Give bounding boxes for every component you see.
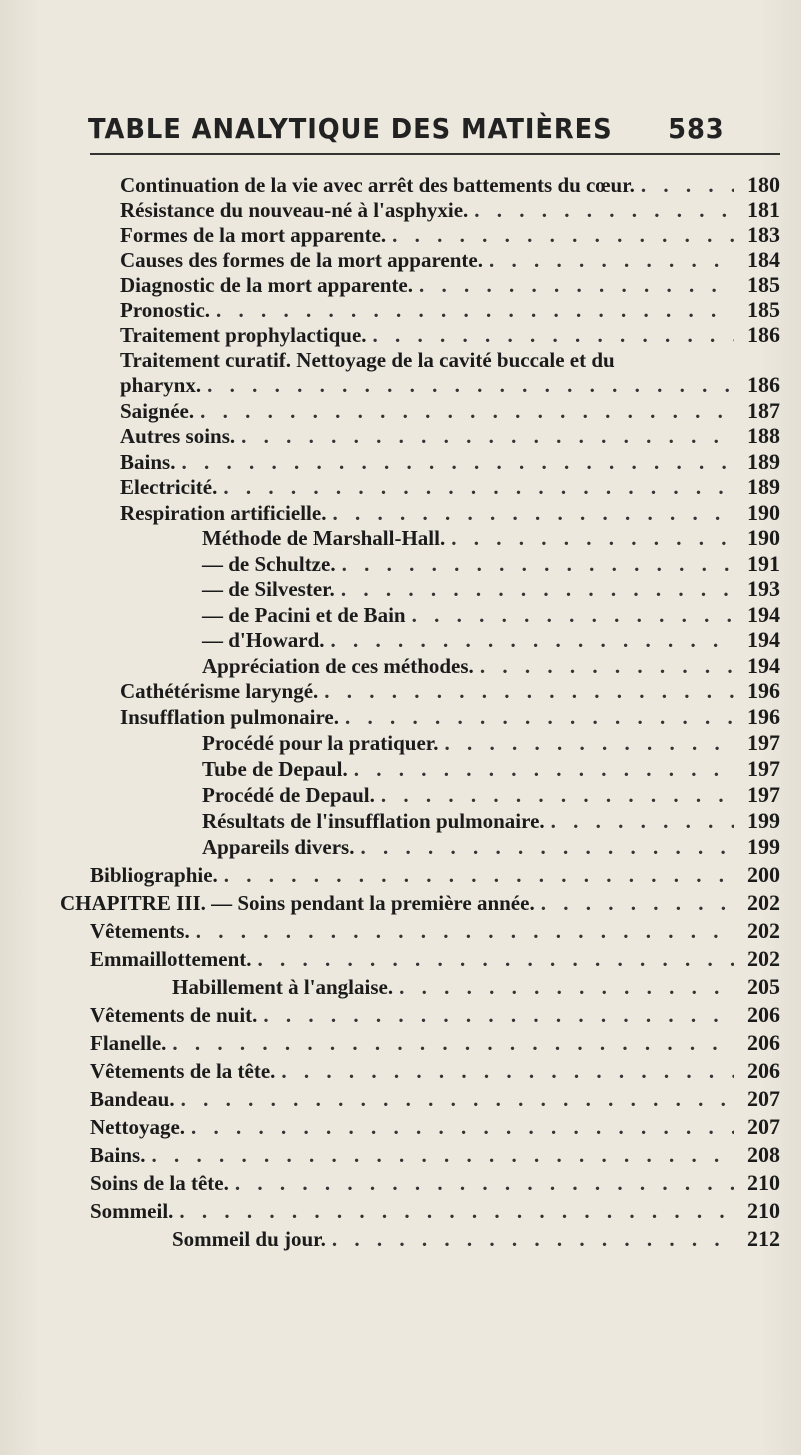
toc-entry-page: 186 — [747, 322, 780, 347]
leader-dots — [216, 297, 734, 323]
toc-entry-title: Vêtements de nuit. — [90, 1003, 258, 1027]
leader-dots — [281, 1058, 734, 1084]
toc-entry-page: 196 — [747, 678, 780, 703]
leader-dots — [444, 730, 734, 756]
leader-dots — [235, 1170, 734, 1196]
toc-entry — [90, 1114, 780, 1140]
toc-entry-page: 196 — [747, 704, 780, 729]
toc-entry — [120, 297, 780, 323]
toc-entry-title: Bandeau. — [90, 1087, 175, 1111]
toc-entry-title: Appareils divers. — [202, 835, 355, 859]
toc-entry-page: 190 — [747, 525, 780, 550]
toc-entry-title: Formes de la mort apparente. — [120, 223, 387, 247]
toc-entry — [120, 372, 780, 398]
toc-entry-page: 206 — [747, 1058, 780, 1083]
leader-dots — [381, 782, 734, 808]
toc-entry — [120, 322, 780, 348]
leader-dots — [345, 704, 734, 730]
toc-entry-title: Diagnostic de la mort apparente. — [120, 273, 414, 297]
toc-entry — [172, 1226, 780, 1252]
toc-entry-page: 208 — [747, 1142, 780, 1167]
leader-dots — [480, 653, 734, 679]
leader-dots — [354, 756, 734, 782]
toc-entry — [90, 946, 780, 972]
toc-entry-page: 197 — [747, 730, 780, 755]
toc-entry-page: 191 — [747, 551, 780, 576]
toc-entry-title: — d'Howard. — [202, 628, 325, 652]
toc-entry-title: Traitement prophylactique. — [120, 323, 367, 347]
toc-entry-title: — de Pacini et de Bain — [202, 603, 406, 627]
leader-dots — [181, 449, 734, 475]
toc-entry-page: 189 — [747, 474, 780, 499]
toc-entry-page: 181 — [747, 197, 780, 222]
leader-dots — [474, 197, 734, 223]
toc-entry — [120, 678, 780, 704]
toc-entry — [202, 756, 780, 782]
toc-entry-title: Appréciation de ces méthodes. — [202, 654, 474, 678]
toc-entry-title: Habillement à l'anglaise. — [172, 975, 394, 999]
toc-entry — [120, 449, 780, 475]
leader-dots — [223, 474, 734, 500]
toc-entry-title: Causes des formes de la mort apparente. — [120, 248, 483, 272]
toc-entry-page: 207 — [747, 1086, 780, 1111]
toc-entry-page: 207 — [747, 1114, 780, 1139]
toc-entry — [90, 1142, 780, 1168]
leader-dots — [181, 1086, 734, 1112]
toc-entry-page: 184 — [747, 247, 780, 272]
toc-entry-title: Procédé de Depaul. — [202, 783, 375, 807]
toc-entry-page: 190 — [747, 500, 780, 525]
toc-entry-title: Vêtements. — [90, 919, 190, 943]
toc-entry — [120, 423, 780, 449]
toc-entry-page: 194 — [747, 627, 780, 652]
toc-entry — [90, 1198, 780, 1224]
toc-entry-title: Nettoyage. — [90, 1115, 186, 1139]
toc-entry-page: 183 — [747, 222, 780, 247]
leader-dots — [360, 834, 734, 860]
toc-entry-page: 206 — [747, 1030, 780, 1055]
leader-dots — [224, 862, 734, 888]
toc-entry — [202, 602, 780, 628]
leader-dots — [342, 551, 734, 577]
toc-entry-title: Procédé pour la pratiquer. — [202, 731, 439, 755]
toc-entry-title: Bibliographie. — [90, 863, 218, 887]
leader-dots — [191, 1114, 734, 1140]
toc-entry — [202, 782, 780, 808]
toc-entry-page: 210 — [747, 1198, 780, 1223]
toc-entry-title: pharynx. — [120, 373, 202, 397]
leader-dots — [200, 398, 734, 424]
toc-entry-title: Insufflation pulmonaire. — [120, 705, 339, 729]
toc-entry — [202, 730, 780, 756]
leader-dots — [196, 918, 734, 944]
toc-entry-page: 202 — [747, 918, 780, 943]
toc-entry-page: 212 — [747, 1226, 780, 1251]
toc-entry — [90, 1058, 780, 1084]
leader-dots — [331, 627, 734, 653]
toc-entry-page: 200 — [747, 862, 780, 887]
toc-entry-page: 205 — [747, 974, 780, 999]
leader-dots — [207, 372, 734, 398]
toc-entry — [120, 197, 780, 223]
leader-dots — [641, 172, 734, 198]
leader-dots — [241, 423, 734, 449]
leader-dots — [332, 500, 734, 526]
toc-entry-title: Autres soins. — [120, 424, 236, 448]
chapter-heading — [60, 890, 780, 916]
leader-dots — [451, 525, 734, 551]
toc-entry-page: 193 — [747, 576, 780, 601]
toc-entry-page: 199 — [747, 834, 780, 859]
toc-entry-title: — de Schultze. — [202, 552, 336, 576]
chapter-title: CHAPITRE III. — Soins pendant la première année. — [60, 891, 535, 915]
leader-dots — [419, 272, 734, 298]
toc-entry — [202, 627, 780, 653]
leader-dots — [541, 890, 734, 916]
toc-entry-page: 189 — [747, 449, 780, 474]
toc-entry — [90, 1170, 780, 1196]
toc-entry-title: Résistance du nouveau-né à l'asphyxie. — [120, 198, 469, 222]
leader-dots — [179, 1198, 734, 1224]
toc-entry-title: Méthode de Marshall-Hall. — [202, 526, 446, 550]
toc-entry-title: Tube de Depaul. — [202, 757, 348, 781]
toc-entry-title: Bains. — [90, 1143, 146, 1167]
toc-entry — [202, 551, 780, 577]
toc-entry-title: — de Silvester. — [202, 577, 335, 601]
toc-entry — [120, 500, 780, 526]
toc-entry — [202, 653, 780, 679]
toc-entry — [120, 704, 780, 730]
toc-entry — [120, 398, 780, 424]
leader-dots — [324, 678, 734, 704]
leader-dots — [373, 322, 734, 348]
toc-entry-title: Bains. — [120, 450, 176, 474]
toc-entry-page: 187 — [747, 398, 780, 423]
toc-entry-title: Continuation de la vie avec arrêt des battements du cœur. — [120, 173, 635, 197]
toc-entry-title: Electricité. — [120, 475, 218, 499]
toc-entry-title: Flanelle. — [90, 1031, 167, 1055]
toc-entry — [202, 834, 780, 860]
toc-entry-title: Sommeil. — [90, 1199, 174, 1223]
toc-entry — [172, 974, 780, 1000]
toc-entry-title: Vêtements de la tête. — [90, 1059, 276, 1083]
toc-entry-title: Résultats de l'insufflation pulmonaire. — [202, 809, 545, 833]
toc-entry-page: 188 — [747, 423, 780, 448]
leader-dots — [392, 222, 734, 248]
toc-entry-title: Cathétérisme laryngé. — [120, 679, 319, 703]
toc-entry-title: Soins de la tête. — [90, 1171, 229, 1195]
toc-entry — [90, 862, 780, 888]
toc-entry-page: 199 — [747, 808, 780, 833]
toc-entry — [202, 525, 780, 551]
leader-dots — [341, 576, 734, 602]
toc-entry — [90, 1002, 780, 1028]
leader-dots — [263, 1002, 734, 1028]
toc-entry-title: Respiration artificielle. — [120, 501, 327, 525]
toc-entry — [90, 918, 780, 944]
toc-entry-page: 185 — [747, 297, 780, 322]
leader-dots — [399, 974, 734, 1000]
page-title: TABLE ANALYTIQUE DES MATIÈRES — [88, 112, 613, 145]
toc-entry — [90, 1030, 780, 1056]
toc-entry-page: 186 — [747, 372, 780, 397]
toc-entry-page: 185 — [747, 272, 780, 297]
page-number: 583 — [668, 112, 725, 145]
toc-entry-page: 206 — [747, 1002, 780, 1027]
leader-dots — [151, 1142, 734, 1168]
toc-entry-page: 197 — [747, 782, 780, 807]
toc-entry-title: Sommeil du jour. — [172, 1227, 326, 1251]
toc-entry-title: Saignée. — [120, 399, 195, 423]
toc-entry-wrapped-line: Traitement curatif. Nettoyage de la cavité buccale et du — [120, 348, 615, 372]
toc-entry-page: 194 — [747, 602, 780, 627]
toc-entry-title: Emmaillottement. — [90, 947, 252, 971]
toc-entry-page: 194 — [747, 653, 780, 678]
toc-entry-page: 202 — [747, 946, 780, 971]
toc-entry — [90, 1086, 780, 1112]
leader-dots — [258, 946, 734, 972]
toc-entry — [120, 172, 780, 198]
leader-dots — [412, 602, 734, 628]
leader-dots — [489, 247, 734, 273]
toc-entry-page: 202 — [747, 890, 780, 915]
toc-entry-page: 210 — [747, 1170, 780, 1195]
toc-entry — [120, 222, 780, 248]
toc-entry — [120, 272, 780, 298]
leader-dots — [172, 1030, 734, 1056]
toc-entry — [120, 474, 780, 500]
toc-entry-page: 197 — [747, 756, 780, 781]
leader-dots — [332, 1226, 734, 1252]
toc-entry — [202, 576, 780, 602]
leader-dots — [551, 808, 734, 834]
toc-entry-title: Pronostic. — [120, 298, 211, 322]
toc-entry — [202, 808, 780, 834]
toc-entry — [120, 247, 780, 273]
toc-entry-page: 180 — [747, 172, 780, 197]
